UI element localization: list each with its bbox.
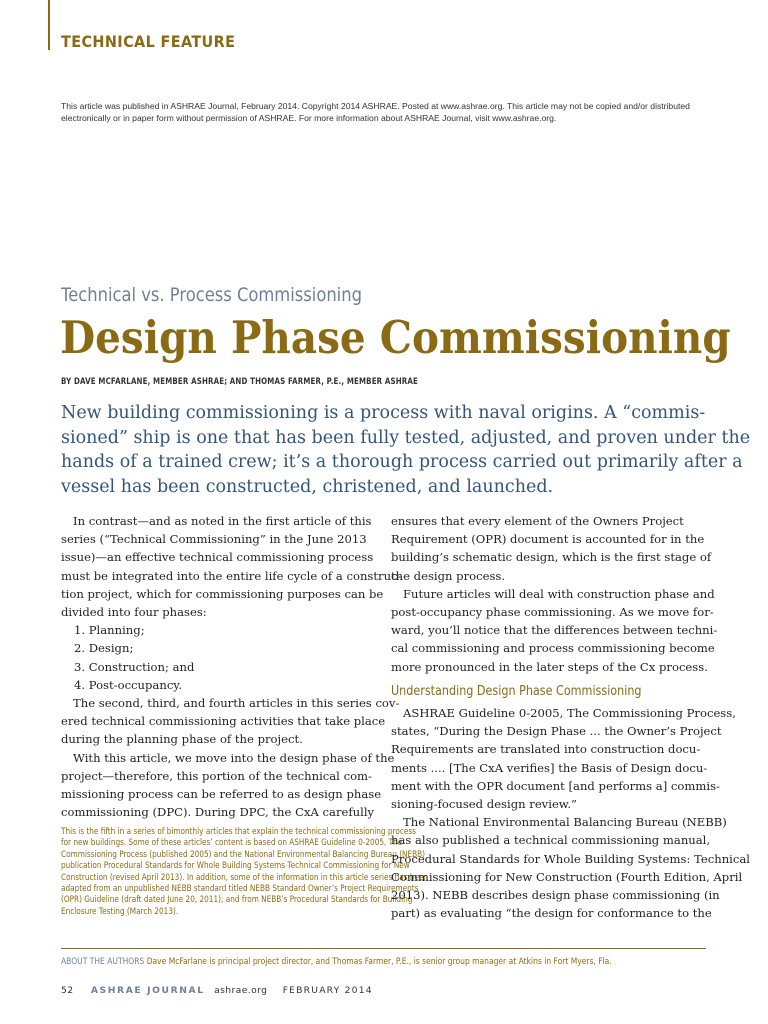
body-line: project—therefore, this portion of the technical com-	[61, 768, 372, 783]
phase-list-item: 3. Construction; and	[74, 659, 195, 674]
sidenote-line: for new buildings. Some of these articles’ content is based on ASHRAE Guideline 0-2005, The	[61, 838, 403, 849]
page-number: 52	[61, 985, 74, 996]
article-kicker: Technical vs. Process Commissioning	[61, 284, 362, 306]
body-line: Commissioning for New Construction (Fourth Edition, April	[391, 869, 743, 884]
sidenote-line: publication Procedural Standards for Whole Building Systems Technical Commissioning for New	[61, 861, 410, 872]
body-line: states, “During the Design Phase ... the Owner’s Project	[391, 724, 722, 739]
article-byline: BY DAVE MCFARLANE, MEMBER ASHRAE; AND THOMAS FARMER, P.E., MEMBER ASHRAE	[61, 377, 418, 387]
about-the-authors	[61, 957, 616, 967]
lede-line: sioned” ship is one that has been fully tested, adjusted, and proven under the	[61, 427, 751, 448]
phase-list-item: 1. Planning;	[74, 623, 145, 638]
body-line: post-occupancy phase commissioning. As we move for-	[391, 605, 714, 620]
about-authors-text: Dave McFarlane is principal project director, and Thomas Farmer, P.E., is senior group manager at Atkins in Fort Myers, Fla.	[146, 957, 612, 967]
body-line: building’s schematic design, which is the first stage of	[391, 550, 712, 565]
body-line: commissioning (DPC). During DPC, the CxA carefully	[61, 805, 375, 820]
article-lede	[61, 401, 751, 499]
body-line: part) as evaluating “the design for conformance to the	[391, 906, 712, 921]
body-line: ASHRAE Guideline 0-2005, The Commissioning Process,	[403, 706, 736, 721]
body-line: The National Environmental Balancing Bureau (NEBB)	[403, 815, 727, 830]
body-line: 2013). NEBB describes design phase commissioning (in	[391, 888, 720, 903]
body-line: Future articles will deal with construction phase and	[403, 586, 715, 601]
header-rule	[48, 0, 50, 50]
body-line: during the planning phase of the project.	[61, 732, 303, 747]
body-line: ments .... [The CxA verifies] the Basis of Design docu-	[391, 760, 708, 775]
section-label: TECHNICAL FEATURE	[61, 32, 236, 51]
body-line: sioning-focused design review.”	[391, 797, 577, 812]
article-title: Design Phase Commissioning	[60, 311, 731, 364]
lede-line: hands of a trained crew; it’s a thorough process carried out primarily after a	[61, 452, 743, 472]
body-line: The second, third, and fourth articles in this series cov-	[73, 696, 400, 711]
about-authors-label: ABOUT THE AUTHORS	[61, 957, 145, 967]
phase-list-item: 4. Post-occupancy.	[74, 677, 183, 692]
sidenote-line: Enclosure Testing (March 2013).	[61, 906, 179, 917]
series-sidenote	[61, 827, 429, 918]
page-footer	[61, 985, 373, 996]
journal-site: ashrae.org	[214, 985, 268, 996]
body-line: more pronounced in the later steps of the Cx process.	[391, 659, 708, 674]
body-line: the design process.	[391, 568, 506, 583]
body-line: issue)—an effective technical commissioning process	[61, 550, 374, 565]
section-subhead: Understanding Design Phase Commissioning	[391, 683, 642, 699]
lede-line: vessel has been constructed, christened, and launched.	[61, 476, 554, 497]
body-line: tion project, which for commissioning purposes can be	[61, 586, 384, 601]
left-column	[61, 512, 402, 821]
body-line: In contrast—and as noted in the first article of this	[73, 514, 372, 528]
sidenote-line: Commissioning Process (published 2005) and the National Environmental Balancing Bureau (NEBB)	[61, 849, 426, 860]
body-line: series (“Technical Commissioning” in the June 2013	[61, 532, 367, 547]
body-line: Requirements are translated into construction docu-	[391, 742, 701, 757]
body-line: Procedural Standards for Whole Building Systems: Technical	[391, 851, 750, 866]
body-line: ered technical commissioning activities that take place	[61, 714, 386, 729]
sidenote-line: adapted from an unpublished NEBB standard titled NEBB Standard Owner’s Project Requirements	[61, 884, 419, 895]
sidenote-line: (OPR) Guideline (draft dated June 20, 2011); and from NEBB’s Procedural Standards for Building	[61, 895, 413, 906]
body-line: has also published a technical commissioning manual,	[391, 833, 711, 848]
bottom-rule	[61, 948, 706, 949]
body-line: ward, you’ll notice that the differences between techni-	[391, 623, 718, 638]
lede-line: New building commissioning is a process with naval origins. A “commis-	[61, 403, 706, 423]
body-line: divided into four phases:	[61, 605, 207, 620]
body-line: must be integrated into the entire life cycle of a construc-	[61, 568, 402, 583]
body-line: With this article, we move into the design phase of the	[73, 750, 395, 765]
issue-date: FEBRUARY 2014	[282, 985, 373, 996]
body-line: ensures that every element of the Owners Project	[391, 514, 684, 528]
sidenote-line: This is the fifth in a series of bimonthly articles that explain the technical commissioning process	[61, 827, 416, 837]
right-column	[391, 512, 750, 922]
sidenote-line: Construction (revised April 2013). In addition, some of the information in this article series has been	[61, 872, 429, 883]
body-line: cal commissioning and process commissioning become	[391, 641, 715, 656]
body-line: Requirement (OPR) document is accounted for in the	[391, 532, 705, 547]
copyright-notice: This article was published in ASHRAE Journal, February 2014. Copyright 2014 ASHRAE. Posted at www.ashrae.org. This article may not be copied and/or distributed electronically or in paper form without permission of ASHRAE. For more information about ASHRAE Journal, visit www.ashrae.org.	[61, 101, 690, 123]
journal-brand: ASHRAE JOURNAL	[90, 985, 205, 996]
phase-list-item: 2. Design;	[74, 641, 134, 656]
body-line: ment with the OPR document [and performs a] commis-	[391, 778, 720, 793]
body-line: missioning process can be referred to as design phase	[61, 787, 382, 802]
